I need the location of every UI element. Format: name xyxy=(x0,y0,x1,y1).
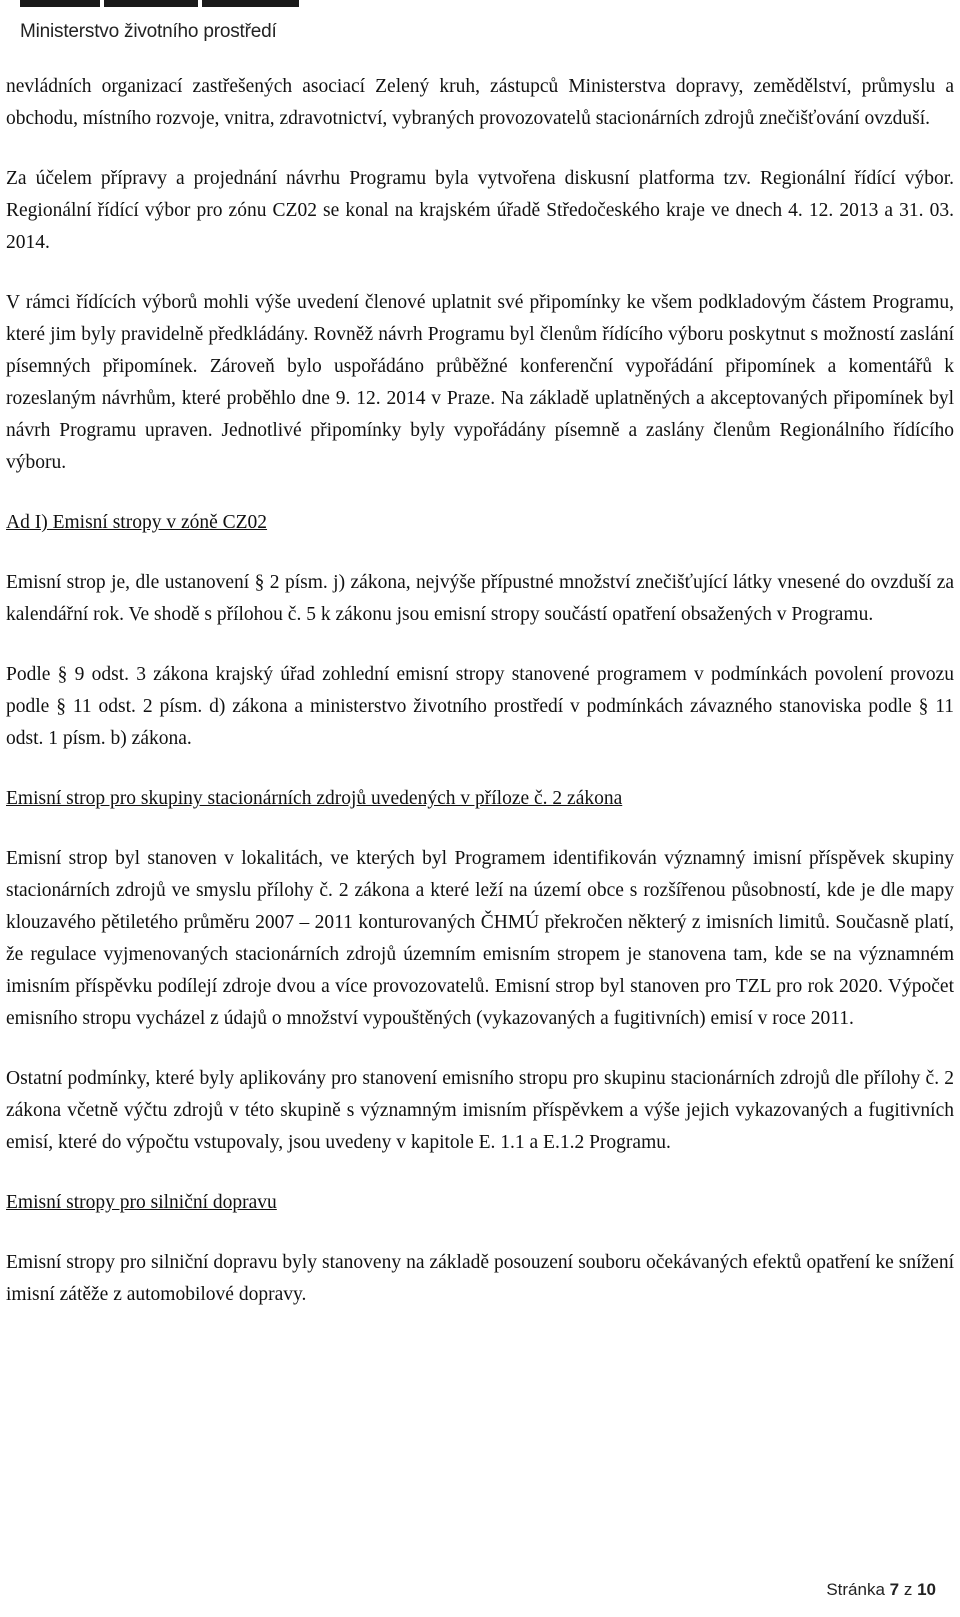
page-of: z xyxy=(903,1580,913,1599)
paragraph: Emisní stropy pro silniční dopravu byly stanoveny na základě posouzení souboru očekávaných efektů opatření ke snížení imisní zátěže z automobilové dopravy. xyxy=(6,1252,954,1305)
section-heading: Ad I) Emisní stropy v zóně CZ02 xyxy=(6,512,268,533)
paragraph: Ostatní podmínky, které byly aplikovány pro stanovení emisního stropu pro skupinu stacionárních zdrojů dle přílohy č. 2 zákona včetně výčtu zdrojů v této skupině s významným imisním příspěvkem a výše jejich vykazovaných a fugitivních emisí, které do výpočtu vstupovaly, jsou uvedeny v kapitole E. 1.1 a E.1.2 Programu. xyxy=(6,1068,954,1153)
logo-bars xyxy=(20,0,299,7)
paragraph: Podle § 9 odst. 3 zákona krajský úřad zohlední emisní stropy stanovené programem v podmínkách povolení provozu podle § 11 odst. 2 písm. d) zákona a ministerstvo životního prostředí v podmínkách závazného stanoviska podle § 11 odst. 1 písm. b) zákona. xyxy=(6,664,954,749)
paragraph: Emisní strop byl stanoven v lokalitách, ve kterých byl Programem identifikován významný imisní příspěvek skupiny stacionárních zdrojů ve smyslu přílohy č. 2 zákona a které leží na území obce s rozšířenou působností, kde je dle mapy klouzavého pětiletého průměru 2007 – 2011 konturovaných ČHMÚ překročen některý z imisních limitů. Současně platí, že regulace vyjmenovaných stacionárních zdrojů územním emisním stropem je stanovena tam, kde se na významném imisním příspěvku podílejí zdroje dvou a více provozovatelů. Emisní strop byl stanoven pro TZL pro rok 2020. Výpočet emisního stropu vycházel z údajů o množství vypouštěných (vykazovaných a fugitivních) emisí v roce 2011. xyxy=(6,848,954,1029)
ministry-name: Ministerstvo životního prostředí xyxy=(20,21,277,42)
page-total: 10 xyxy=(917,1580,936,1599)
ministry-logo xyxy=(20,0,299,43)
paragraph: V rámci řídících výborů mohli výše uvedení členové uplatnit své připomínky ke všem podkladovým částem Programu, které jim byly pravidelně předkládány. Rovněž návrh Programu byl členům řídícího výboru poskytnut s možností zaslání písemných připomínek. Zároveň bylo uspořádáno průběžné konferenční vypořádání připomínek a komentářů k rozeslaným návrhům, které proběhlo dne 9. 12. 2014 v Praze. Na základě uplatněných a akceptovaných připomínek byl návrh Programu upraven. Jednotlivé připomínky byly vypořádány písemně a zaslány členům Regionálního řídícího výboru. xyxy=(6,292,954,473)
section-heading: Emisní strop pro skupiny stacionárních zdrojů uvedených v příloze č. 2 zákona xyxy=(6,788,623,809)
paragraph: Za účelem přípravy a projednání návrhu Programu byla vytvořena diskusní platforma tzv. Regionální řídící výbor. Regionální řídící výbor pro zónu CZ02 se konal na krajském úřadě Středočeského kraje ve dnech 4. 12. 2013 a 31. 03. 2014. xyxy=(6,168,954,253)
page-number xyxy=(826,1580,936,1600)
paragraph: nevládních organizací zastřešených asociací Zelený kruh, zástupců Ministerstva dopravy, zemědělství, průmyslu a obchodu, místního rozvoje, vnitra, zdravotnictví, vybraných provozovatelů stacionárních zdrojů znečišťování ovzduší. xyxy=(6,76,954,129)
page-current: 7 xyxy=(889,1580,900,1599)
paragraph: Emisní strop je, dle ustanovení § 2 písm. j) zákona, nejvýše přípustné množství znečišťující látky vnesené do ovzduší za kalendářní rok. Ve shodě s přílohou č. 5 k zákonu jsou emisní stropy součástí opatření obsažených v Programu. xyxy=(6,572,954,625)
page-word: Stránka xyxy=(826,1580,885,1599)
document-body xyxy=(6,71,954,1311)
section-heading: Emisní stropy pro silniční dopravu xyxy=(6,1192,277,1213)
